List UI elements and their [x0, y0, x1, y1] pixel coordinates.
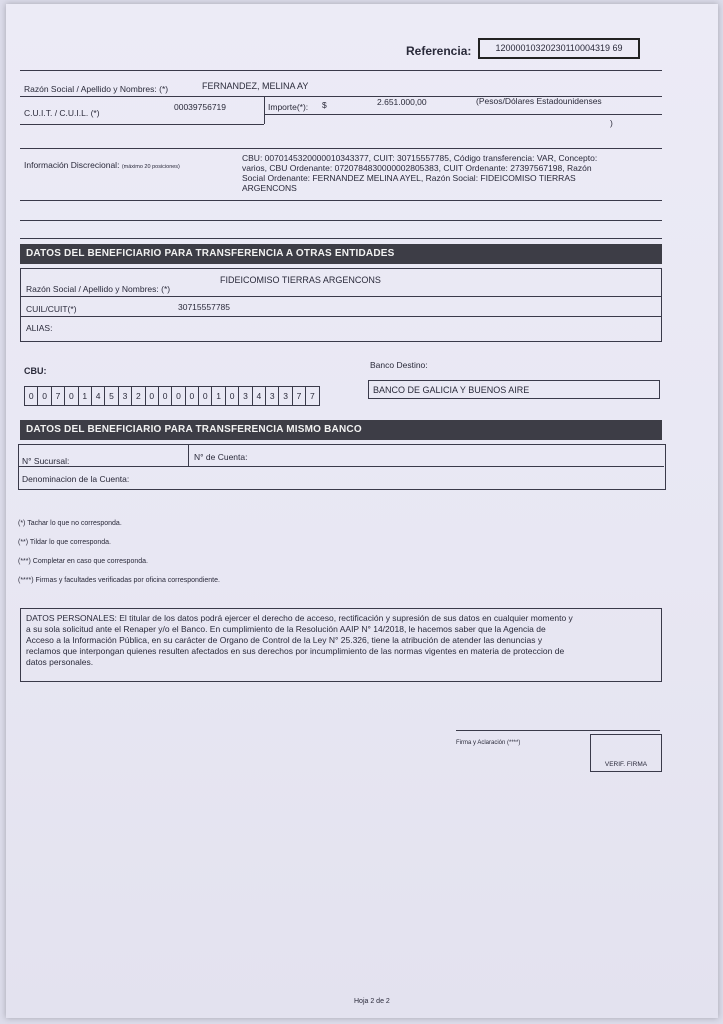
rule [20, 124, 264, 125]
cbu-digit: 7 [292, 387, 305, 405]
cbu-digit: 0 [37, 387, 50, 405]
cbu-digit: 7 [305, 387, 318, 405]
importe-value: 2.651.000,00 [377, 97, 427, 107]
section-mismo-banco-title: DATOS DEL BENEFICIARIO PARA TRANSFERENCIA MISMO BANCO [20, 420, 662, 440]
verif-firma-label: VERIF. FIRMA [604, 761, 648, 768]
cbu-digit: 0 [24, 387, 37, 405]
importe-label: Importe(*): [268, 102, 309, 112]
razon-social-value: FERNANDEZ, MELINA AY [202, 81, 309, 91]
beneficiario-razon-value: FIDEICOMISO TIERRAS ARGENCONS [220, 275, 381, 285]
beneficiario-cuit-label: CUIL/CUIT(*) [26, 304, 77, 314]
cbu-digit: 3 [278, 387, 291, 405]
sucursal-label: N° Sucursal: [22, 456, 70, 466]
section-otras-entidades-title: DATOS DEL BENEFICIARIO PARA TRANSFERENCIA A OTRAS ENTIDADES [20, 244, 662, 264]
cbu-digit: 0 [171, 387, 184, 405]
firma-label: Firma y Aclaración (****) [456, 740, 521, 746]
razon-social-label: Razón Social / Apellido y Nombres: (*) [24, 84, 169, 94]
cbu-digit: 4 [91, 387, 104, 405]
cbu-digit: 3 [238, 387, 251, 405]
note-item: (***) Completar en caso que corresponda. [18, 558, 148, 565]
referencia-value: 12000010320230110004319 69 [478, 38, 640, 59]
importe-currency: $ [322, 100, 327, 110]
cbu-digit: 1 [211, 387, 224, 405]
cbu-digit: 0 [64, 387, 77, 405]
beneficiario-cuit-value: 30715557785 [178, 302, 231, 312]
rule [18, 466, 664, 467]
note-item: (*) Tachar lo que no corresponda. [18, 520, 122, 527]
rule [20, 296, 662, 297]
cuit-label: C.U.I.T. / C.U.I.L. (*) [24, 108, 100, 118]
form-page [6, 4, 718, 1018]
info-discrecional-text: CBU: 0070145320000010343377, CUIT: 30715557785, Código transferencia: VAR, Concepto: varios, CBU Ordenante: 0720784830000002805383, CUIT Ordenante: 27397567198, Razón Social Ordenante: FERNANDEZ MELINA AYEL, Razón Social: FIDEICOMISO TIERRAS ARGENCONS [242, 153, 598, 193]
cbu-digit-boxes [24, 386, 320, 406]
cbu-digit: 4 [252, 387, 265, 405]
rule [20, 238, 662, 239]
cbu-digit: 5 [104, 387, 117, 405]
note-item: (****) Firmas y facultades verificadas por oficina correspondiente. [18, 577, 220, 584]
rule [20, 148, 662, 149]
beneficiario-razon-label: Razón Social / Apellido y Nombres: (*) [26, 284, 171, 294]
cuit-value: 00039756719 [174, 102, 227, 112]
rule [20, 70, 662, 71]
info-discrecional-label: Información Discrecional: (máximo 20 posiciones) [24, 160, 180, 170]
divider [188, 444, 189, 466]
rule [264, 114, 662, 115]
cbu-digit: 1 [78, 387, 91, 405]
moneda-close: ) [610, 118, 613, 128]
cbu-digit: 0 [225, 387, 238, 405]
signature-line [456, 730, 660, 731]
cbu-digit: 2 [131, 387, 144, 405]
cbu-label: CBU: [24, 366, 47, 376]
cbu-digit: 0 [198, 387, 211, 405]
verif-firma-box [590, 734, 662, 772]
notes-list [18, 514, 220, 590]
banco-destino-label: Banco Destino: [370, 360, 428, 370]
alias-label: ALIAS: [26, 323, 53, 333]
referencia-label: Referencia: [406, 44, 472, 58]
cbu-digit: 3 [265, 387, 278, 405]
banco-destino-value: BANCO DE GALICIA Y BUENOS AIRE [368, 380, 660, 399]
note-item: (**) Tildar lo que corresponda. [18, 539, 111, 546]
datos-personales-box: DATOS PERSONALES: El titular de los datos podrá ejercer el derecho de acceso, rectificación y supresión de sus datos en cualquier momento y a su sola solicitud ante el Renaper y/o el Banco. En cumplimiento de la Resolución AAIP N° 14/2018, le hacemos saber que la Agencia de Acceso a la Información Pública, en su carácter de Organo de Control de la Ley N° 25.326, tiene la atribución de atender las denuncias y reclamos que interpongan quienes resulten afectados en sus derechos por incumplimiento de las normas vigentes en materia de proteccion de datos personales. [20, 608, 662, 682]
cuenta-label: N° de Cuenta: [194, 452, 248, 462]
cbu-digit: 7 [51, 387, 64, 405]
cbu-digit: 3 [118, 387, 131, 405]
rule [20, 316, 662, 317]
cbu-digit: 0 [158, 387, 171, 405]
page-number: Hoja 2 de 2 [354, 998, 390, 1005]
cbu-digit: 0 [145, 387, 158, 405]
divider [264, 96, 265, 124]
rule [20, 220, 662, 221]
moneda-text: (Pesos/Dólares Estadounidenses [476, 96, 602, 106]
denominacion-label: Denominacion de la Cuenta: [22, 474, 130, 484]
cbu-digit: 0 [185, 387, 198, 405]
rule [20, 200, 662, 201]
